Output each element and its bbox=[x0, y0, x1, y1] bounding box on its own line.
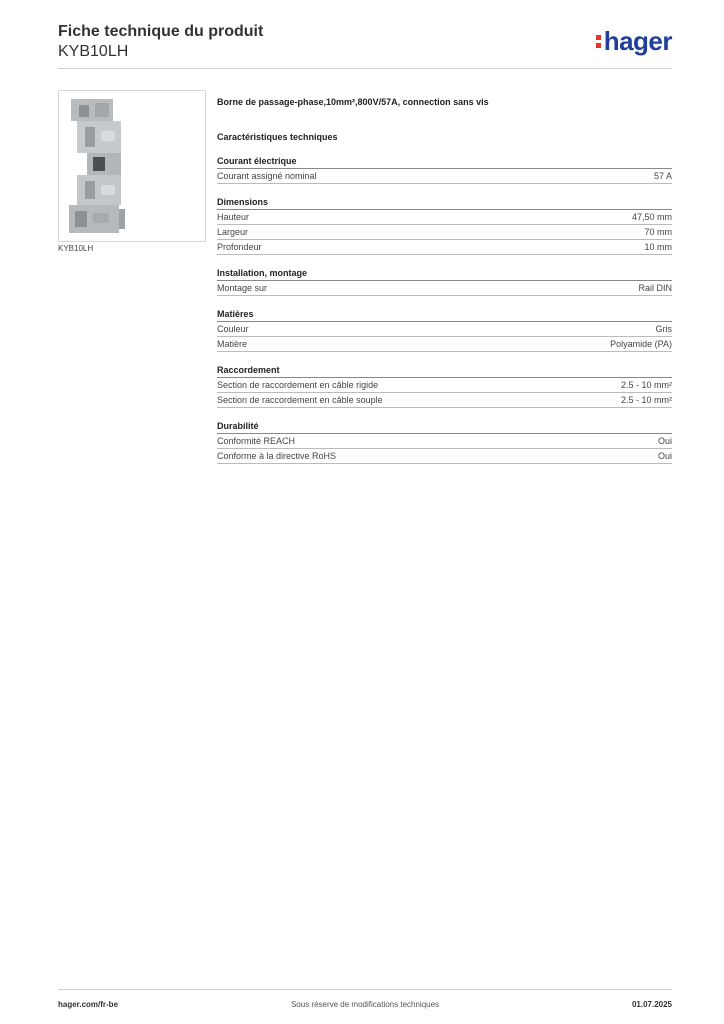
product-description: Borne de passage-phase,10mm²,800V/57A, connection sans vis bbox=[217, 97, 489, 107]
spec-row bbox=[217, 240, 672, 255]
spec-value: 70 mm bbox=[644, 227, 672, 237]
spec-label: Conforme à la directive RoHS bbox=[217, 451, 337, 461]
spec-row bbox=[217, 322, 672, 337]
spec-group bbox=[217, 307, 672, 352]
spec-row bbox=[217, 169, 672, 184]
spec-label: Conformité REACH bbox=[217, 436, 296, 446]
spec-value: 2.5 - 10 mm² bbox=[620, 395, 672, 405]
spec-value: Oui bbox=[657, 451, 672, 461]
spec-label: Couleur bbox=[217, 324, 249, 334]
spec-label: Section de raccordement en câble souple bbox=[217, 395, 383, 405]
spec-group-title: Installation, montage bbox=[217, 266, 672, 281]
product-code: KYB10LH bbox=[58, 43, 129, 60]
spec-value: 2.5 - 10 mm² bbox=[620, 380, 672, 390]
hager-logo bbox=[596, 26, 672, 57]
page-header bbox=[58, 20, 672, 69]
footer-website[interactable]: hager.com/fr-be bbox=[58, 1000, 119, 1009]
product-image bbox=[58, 90, 206, 242]
spec-row bbox=[217, 378, 672, 393]
spec-row bbox=[217, 337, 672, 352]
spec-row bbox=[217, 393, 672, 408]
footer-date: 01.07.2025 bbox=[631, 1000, 672, 1009]
logo-dots-icon bbox=[596, 35, 602, 49]
spec-row bbox=[217, 434, 672, 449]
spec-group bbox=[217, 195, 672, 255]
section-title: Caractéristiques techniques bbox=[217, 132, 338, 142]
spec-row bbox=[217, 210, 672, 225]
spec-label: Courant assigné nominal bbox=[217, 171, 317, 181]
spec-label: Profondeur bbox=[217, 242, 262, 252]
spec-value: Gris bbox=[655, 324, 672, 334]
spec-group-title: Durabilité bbox=[217, 419, 672, 434]
spec-group bbox=[217, 266, 672, 296]
page-title: Fiche technique du produit bbox=[58, 23, 264, 40]
spec-value: 47,50 mm bbox=[631, 212, 672, 222]
spec-label: Section de raccordement en câble rigide bbox=[217, 380, 379, 390]
page-footer bbox=[58, 989, 672, 1014]
spec-group-title: Dimensions bbox=[217, 195, 672, 210]
spec-value: Rail DIN bbox=[638, 283, 672, 293]
spec-label: Hauteur bbox=[217, 212, 250, 222]
terminal-block-illustration bbox=[59, 91, 205, 241]
spec-content bbox=[217, 97, 672, 475]
spec-groups bbox=[217, 154, 672, 464]
spec-value: Oui bbox=[657, 436, 672, 446]
spec-label: Matière bbox=[217, 339, 248, 349]
spec-group bbox=[217, 363, 672, 408]
spec-group-title: Courant électrique bbox=[217, 154, 672, 169]
spec-row bbox=[217, 225, 672, 240]
spec-group bbox=[217, 419, 672, 464]
image-caption: KYB10LH bbox=[58, 244, 94, 253]
spec-value: Polyamide (PA) bbox=[610, 339, 672, 349]
spec-value: 10 mm bbox=[644, 242, 672, 252]
spec-row bbox=[217, 281, 672, 296]
spec-group-title: Raccordement bbox=[217, 363, 672, 378]
spec-group bbox=[217, 154, 672, 184]
spec-label: Montage sur bbox=[217, 283, 268, 293]
logo-text: hager bbox=[603, 26, 672, 56]
spec-group-title: Matières bbox=[217, 307, 672, 322]
spec-value: 57 A bbox=[653, 171, 672, 181]
footer-notice: Sous réserve de modifications techniques bbox=[290, 1000, 440, 1009]
spec-label: Largeur bbox=[217, 227, 249, 237]
spec-row bbox=[217, 449, 672, 464]
